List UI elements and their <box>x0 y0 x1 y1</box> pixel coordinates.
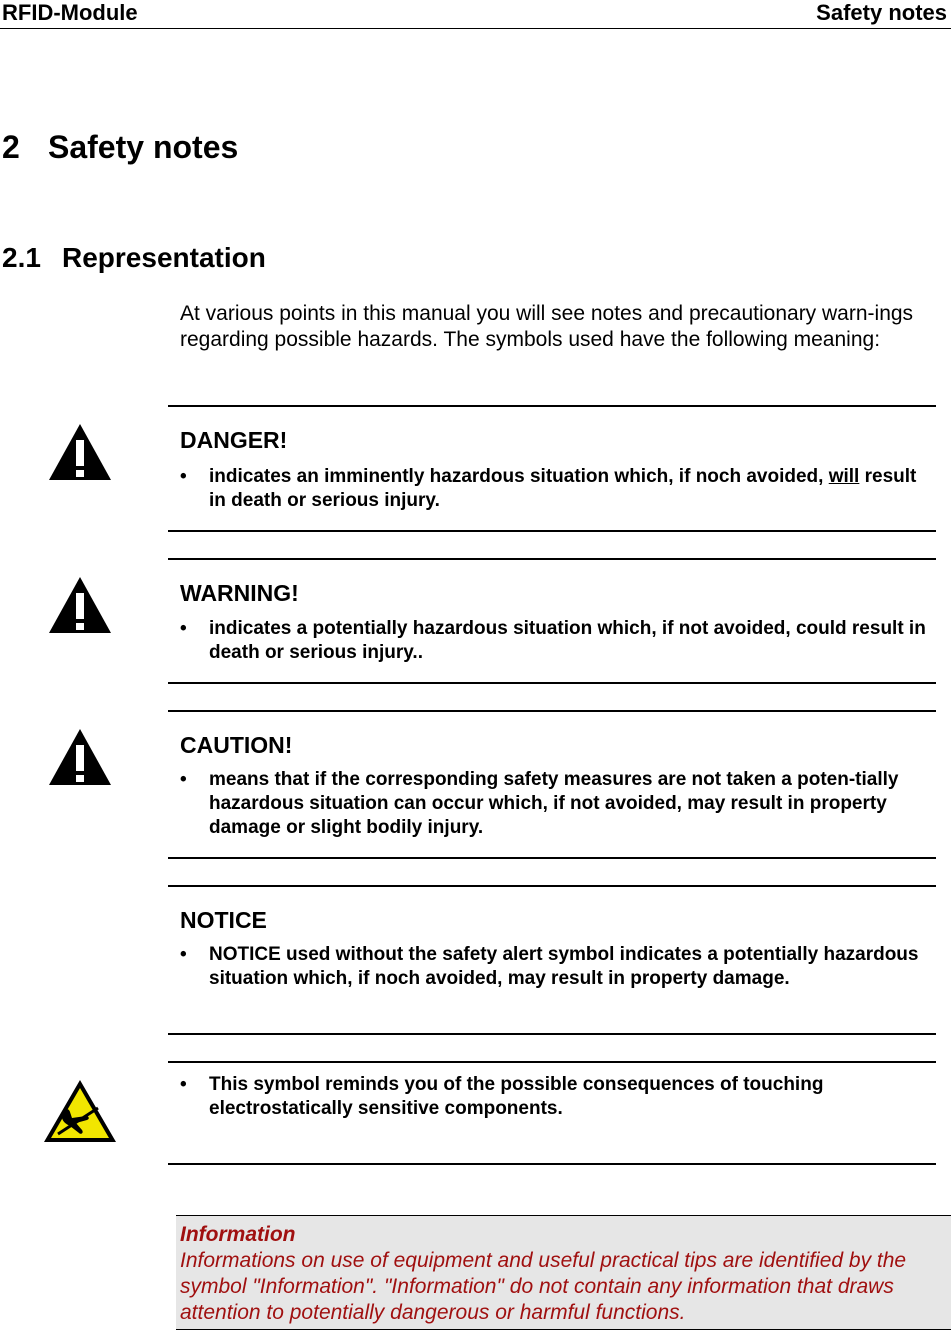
notice-title: NOTICE <box>180 907 267 933</box>
section-number: 2 <box>2 129 20 165</box>
danger-text-emphasis: will <box>828 466 860 487</box>
esd-warning-icon <box>42 1078 118 1144</box>
warning-triangle-icon <box>47 575 113 635</box>
header-chapter-name: Safety notes <box>816 0 947 25</box>
esd-text: This symbol reminds you of the possible consequences of touching electrostatically sensitive components. <box>209 1074 824 1119</box>
danger-title: DANGER! <box>180 427 288 453</box>
bullet-dot: • <box>180 769 187 790</box>
section-heading <box>2 127 238 167</box>
warning-text: indicates a potentially hazardous situation which, if not avoided, could result in death or serious injury.. <box>209 618 926 663</box>
caution-title: CAUTION! <box>180 732 293 758</box>
subsection-number: 2.1 <box>2 242 41 273</box>
caution-notice <box>168 710 936 859</box>
section-title: Safety notes <box>48 129 239 165</box>
bullet-dot: • <box>180 1074 187 1095</box>
information-text: Informations on use of equipment and useful practical tips are identified by the symbol "Information". "Information" do not contain any information that draws attention to potentially dangerous or harmful functions. <box>180 1249 907 1324</box>
page-header <box>0 0 951 29</box>
danger-notice <box>168 405 936 532</box>
warning-triangle-icon <box>47 727 113 787</box>
information-box <box>176 1215 951 1330</box>
subsection-title: Representation <box>62 242 266 273</box>
notice-notice <box>168 885 936 1035</box>
bullet-dot: • <box>180 618 187 639</box>
header-module-name: RFID-Module <box>2 0 138 25</box>
warning-title: WARNING! <box>180 580 299 606</box>
warning-triangle-icon <box>47 422 113 482</box>
warning-notice <box>168 558 936 684</box>
caution-text: means that if the corresponding safety measures are not taken a poten-tially hazardous situation can occur which, if not avoided, may result in property damage or slight bodily injury. <box>209 769 899 838</box>
subsection-heading <box>2 240 266 276</box>
danger-text-start: indicates an imminently hazardous situation which, if noch avoided, <box>209 466 829 487</box>
esd-notice <box>168 1061 936 1165</box>
notice-text: NOTICE used without the safety alert symbol indicates a potentially hazardous situation which, if noch avoided, may result in property damage. <box>209 944 919 989</box>
danger-text-end: result in death or serious injury. <box>209 466 917 511</box>
bullet-dot: • <box>180 944 187 965</box>
intro-paragraph: At various points in this manual you will see notes and precautionary warn-ings regarding possible hazards. The symbols used have the following meaning: <box>180 302 914 351</box>
bullet-dot: • <box>180 466 187 487</box>
danger-text <box>209 465 929 513</box>
information-title: Information <box>180 1223 296 1246</box>
